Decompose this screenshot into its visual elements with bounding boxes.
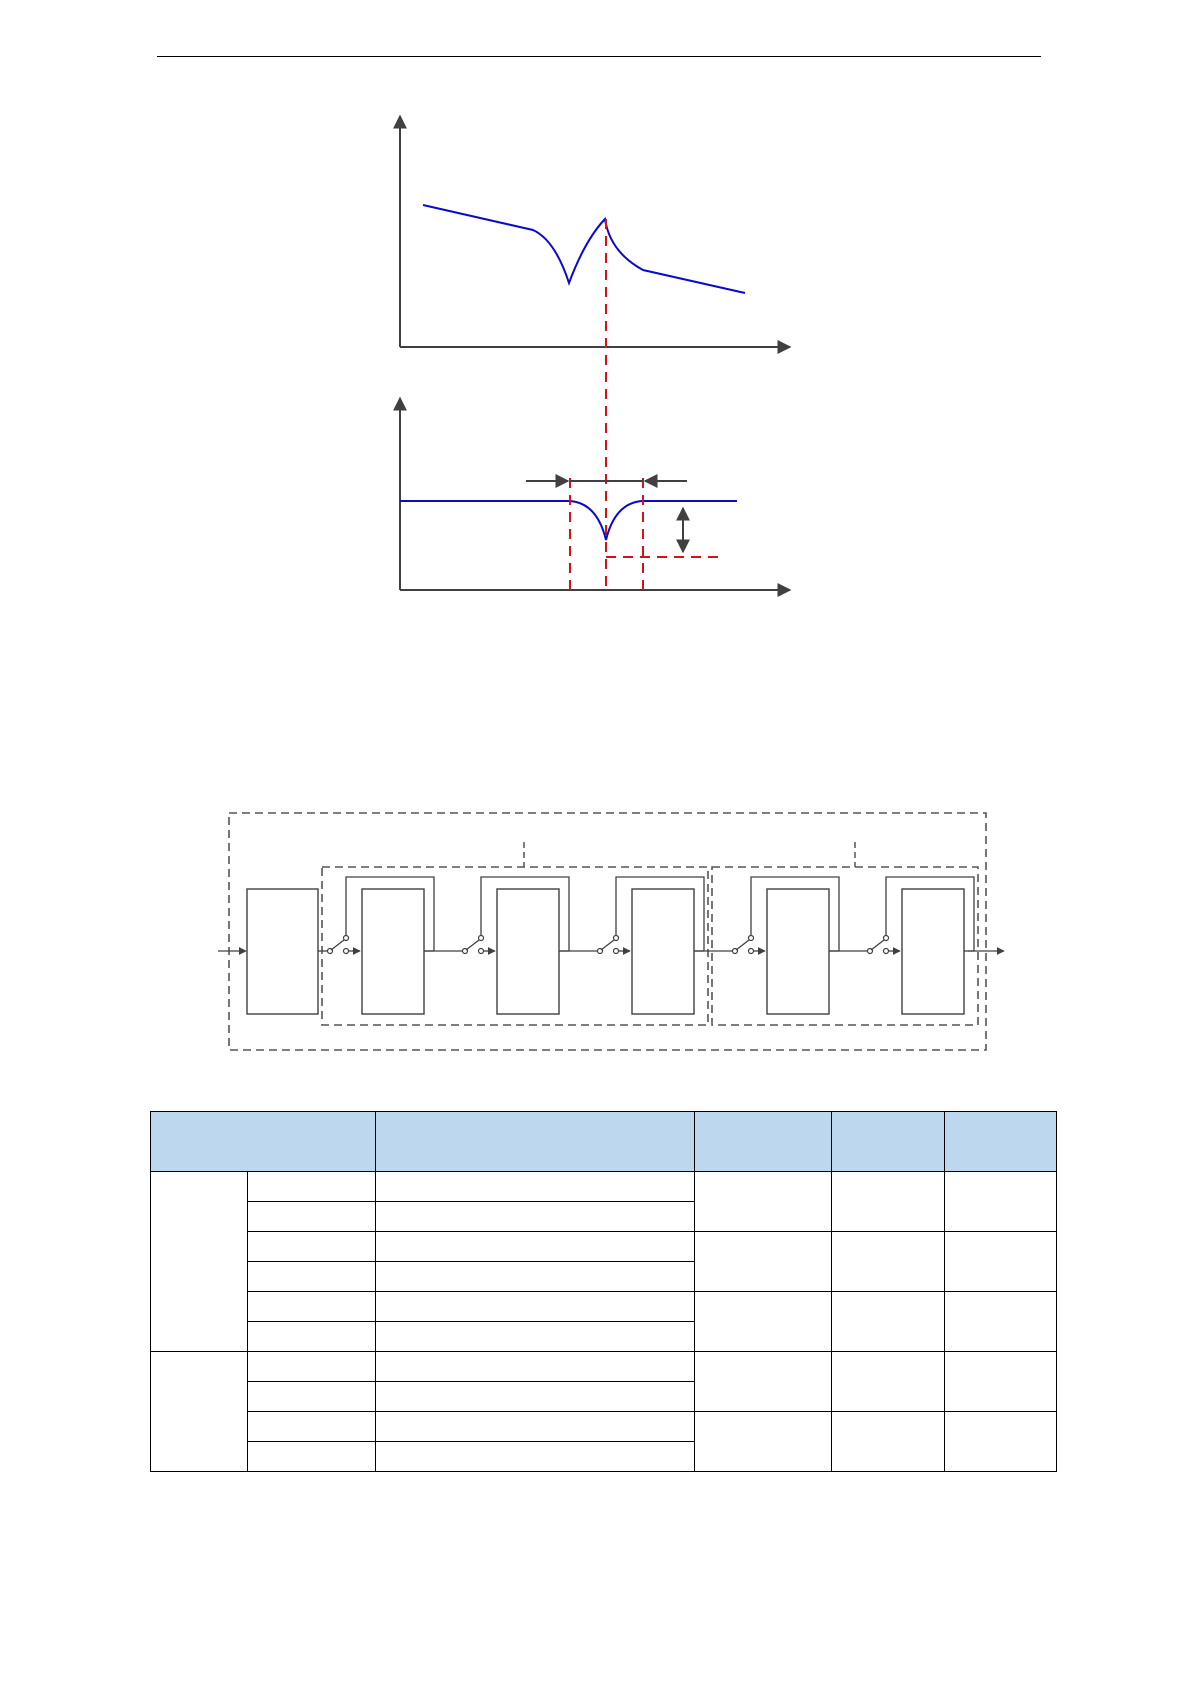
switch-contact [344, 949, 349, 954]
filter-block [632, 889, 694, 1014]
group-cell-2 [151, 1352, 248, 1472]
table-header-row [151, 1112, 1057, 1172]
header-cell-unit [832, 1112, 945, 1172]
filter-block [362, 889, 424, 1014]
table-row [151, 1292, 1057, 1322]
switch-contact [884, 949, 889, 954]
switch-contact [614, 949, 619, 954]
table-row [151, 1412, 1057, 1442]
table-row [151, 1352, 1057, 1382]
table-row [151, 1172, 1057, 1202]
switch-contact [749, 949, 754, 954]
filter-stages [328, 877, 975, 1014]
switch-arm [331, 940, 344, 950]
input-block [247, 889, 318, 1014]
filter-block [497, 889, 559, 1014]
group-cell-1 [151, 1172, 248, 1352]
header-cell-parameter [151, 1112, 376, 1172]
switch-contact [344, 936, 349, 941]
switch-contact [479, 949, 484, 954]
outer-system-frame [229, 813, 986, 1050]
switch-arm [601, 940, 614, 950]
header-cell-range [695, 1112, 832, 1172]
filter-block [767, 889, 829, 1014]
switch-arm [736, 940, 749, 950]
filter-block [902, 889, 964, 1014]
header-cell-description [376, 1112, 695, 1172]
switch-contact [884, 936, 889, 941]
switch-arm [871, 940, 884, 950]
switch-contact [479, 936, 484, 941]
switch-contact [614, 936, 619, 941]
switch-contact [749, 936, 754, 941]
table-row [151, 1232, 1057, 1262]
switch-arm [466, 940, 479, 950]
parameter-table [150, 1111, 1057, 1472]
header-cell-default [945, 1112, 1057, 1172]
